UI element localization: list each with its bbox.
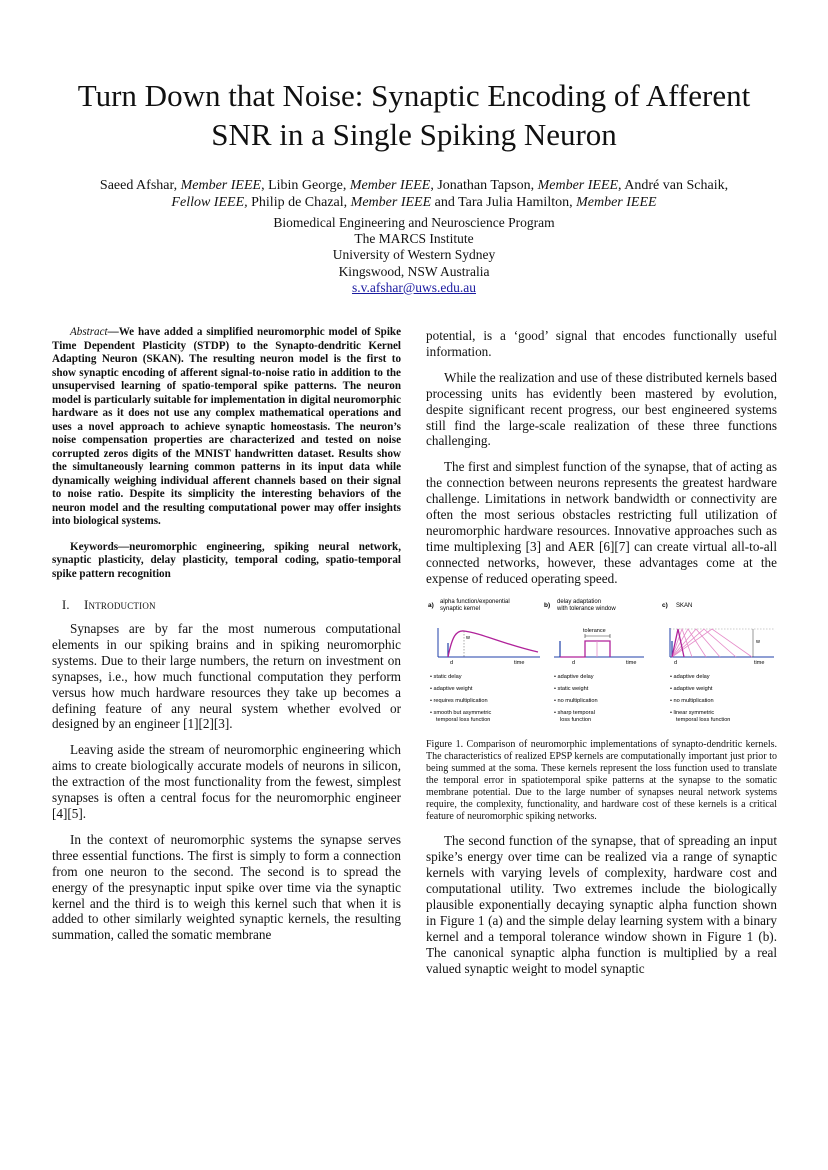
binary-kernel	[560, 641, 610, 657]
body-paragraph: In the context of neuromorphic systems the synapse serves three essential functions. The first is simply to form a connection from one neuron to the second. The second is to spread the energy of the presynaptic input spike over time via the synaptic kernel and the third is to weigh this kernel such that when it is added to other similarly weighted synaptic kernels, the resulting summation, called the somatic membrane	[52, 831, 401, 943]
affiliation-block	[150, 215, 678, 296]
author-list: Saeed Afshar, Member IEEE, Libin George, Member IEEE, Jonathan Tapson, Member IEEE, André van Schaik, Fellow IEEE, Philip de Chazal, Member IEEE and Tara Julia Hamilton, Member IEEE	[99, 178, 729, 210]
right-column	[426, 328, 777, 986]
panel-c	[662, 602, 774, 723]
figure-caption: Figure 1. Comparison of neuromorphic implementations of synapto-dendritic kernels. The characteristics of realized EPSP kernels are computationally important just prior to being summed at the soma. These kernels represent the loss function used to translate the temporal error in spatiotemporal spike patterns at the synapse to the somatic membrane potential. Due to the large number of synapses neural network systems require, the complexity, functionality, and hardware cost of these kernels is a critical feature of neuromorphic spiking networks.	[426, 738, 777, 823]
section-heading	[52, 597, 401, 613]
left-column	[52, 326, 401, 953]
body-paragraph: The first and simplest function of the synapse, that of acting as the connection between neurons represents the greatest hardware challenge. Limitations in network bandwidth or connectivity are often the most serious obstacles restricting full utilization of neuromorphic hardware resources. Innovative approaches such as time multiplexing [3] and AER [6][7] can create virtual all-to-all connected networks, however, these advantages come at the expense of reduced operating speed.	[426, 459, 777, 586]
panel-a	[428, 599, 540, 723]
panel-title: synaptic kernel	[440, 605, 481, 612]
affiliation-line: Biomedical Engineering and Neuroscience Program	[273, 215, 555, 230]
weight-label: w	[756, 638, 760, 645]
figure-1-graphic	[426, 597, 777, 729]
time-label: time	[626, 659, 637, 666]
panel-title: alpha function/exponential	[440, 598, 510, 605]
body-paragraph: Synapses are by far the most numerous computational elements in our spiking brains and in spiking neuromorphic systems. Due to their large numbers, the return on investment on synapses, i.e., how much functional computation they perform versus how much hardware resources they take up becomes a defining feature of any neural system whether evolved or designed by an engineer [1][2][3].	[52, 621, 401, 732]
bullet-item: • linear symmetric	[670, 709, 715, 716]
body-paragraph: The second function of the synapse, that of spreading an input spike’s energy over time can be realized via a range of synaptic kernels with varying levels of complexity, hardware cost and computational utility. Two extremes include the biologically plausible exponentially decaying synaptic alpha function shown in Figure 1 (a) and the simple delay learning system with a binary kernel and a temporal tolerance window shown in Figure 1 (b). The canonical synaptic alpha function is multiplied by a real valued synaptic weight to model synaptic	[426, 833, 777, 976]
abstract-text: —We have added a simplified neuromorphic model of Spike Time Dependent Plasticity (STDP) to the Synapto-dendritic Kernel Adapting Neuron (SKAN). The resulting neuron model is the first to show synaptic encoding of afferent signal-to-noise ratio in addition to the unsupervised learning of spatio-temporal spike patterns. The neuron model is particularly suitable for implementation in digital neuromorphic hardware as it does not use any complex mathematical operations and uses a novel approach to achieve synaptic homeostasis. The neuron’s noise compensation properties are characterized and tested on noise corrupted zeros digits of the MNIST handwritten dataset. Results show the simultaneously learning common patterns in its input data while dynamically weighing individual afferent channels based on their signal to noise ratio. Despite its simplicity the interesting behaviors of the neuron model and the resulting computational power may offer insights into biological systems.	[52, 326, 401, 527]
bullet-item: • adaptive weight	[670, 685, 713, 692]
abstract-label: Abstract	[70, 326, 108, 338]
paper-title: Turn Down that Noise: Synaptic Encoding of Afferent SNR in a Single Spiking Neuron	[77, 78, 751, 152]
time-label: time	[754, 659, 765, 666]
panel-title: SKAN	[676, 602, 693, 609]
panel-letter: b)	[544, 601, 551, 609]
bullet-item: • no multiplication	[670, 697, 714, 704]
email-link[interactable]: s.v.afshar@uws.edu.au	[351, 279, 477, 295]
bullet-item-continued: temporal loss function	[676, 716, 731, 723]
time-label: time	[514, 659, 525, 666]
bullet-item: • adaptive weight	[430, 685, 473, 692]
bullet-item: • sharp temporal	[554, 709, 595, 716]
author-name: Philip de Chazal,	[251, 195, 348, 210]
panel-title: with tolerance window	[557, 605, 616, 612]
delay-label: d	[572, 659, 576, 666]
delay-label: d	[674, 659, 678, 666]
tolerance-label: tolerance	[583, 627, 606, 634]
panel-title: delay adaptation	[557, 598, 602, 605]
keywords: Keywords—neuromorphic engineering, spiking neural network, synaptic plasticity, delay plasticity, temporal coding, spatio-temporal spike pattern recognition	[52, 540, 401, 580]
author-name: Tara Julia Hamilton,	[458, 195, 573, 210]
author-role: Fellow IEEE,	[171, 195, 248, 210]
author-name: André van Schaik,	[624, 178, 729, 193]
affiliation-line: University of Western Sydney	[332, 247, 496, 263]
section-title: Introduction	[84, 597, 156, 612]
bullet-item-continued: temporal loss function	[436, 716, 491, 723]
affiliation-line: The MARCS Institute	[354, 231, 474, 247]
bullet-item: • no multiplication	[554, 697, 598, 704]
author-role: Member IEEE	[537, 178, 619, 193]
delay-label: d	[450, 659, 454, 666]
author-role: Member IEEE	[349, 178, 431, 193]
weight-label: w	[466, 634, 470, 641]
author-role: Member IEEE	[180, 178, 262, 193]
bullet-item: • static weight	[554, 685, 589, 692]
abstract	[52, 326, 401, 529]
figure-1	[426, 597, 777, 729]
panel-letter: a)	[428, 601, 434, 609]
author-name: Jonathan Tapson,	[437, 178, 535, 193]
affiliation-line: Kingswood, NSW Australia	[338, 263, 490, 279]
bullet-item: • smooth but asymmetric	[430, 709, 492, 716]
bullet-item: • requires multiplication	[430, 697, 488, 704]
bullet-item: • adaptive delay	[670, 673, 710, 680]
author-name: Saeed Afshar,	[99, 178, 178, 193]
body-paragraph: Leaving aside the stream of neuromorphic engineering which aims to create biologically accurate models of neurons in silicon, the extraction of the most functionality from the fewest, simplest synapses is often a central focus for the neuromorphic engineer [4][5].	[52, 742, 401, 821]
bullet-item: • static delay	[430, 673, 462, 680]
panel-b	[544, 599, 644, 723]
body-paragraph: While the realization and use of these distributed kernels based processing units has evidently been mastered by evolution, despite significant recent progress, our best engineered systems still find the large-scale realization of these three functions challenging.	[426, 369, 777, 449]
bullet-item-continued: loss function	[560, 716, 592, 723]
alpha-kernel-curve	[448, 631, 538, 657]
bullet-item: • adaptive delay	[554, 673, 594, 680]
linear-kernels	[672, 629, 752, 657]
section-number: I.	[62, 598, 70, 612]
panel-letter: c)	[662, 601, 668, 609]
author-name: Libin George,	[268, 178, 347, 193]
body-paragraph: potential, is a ‘good’ signal that encodes functionally useful information.	[426, 328, 777, 359]
author-role: Member IEEE	[576, 195, 657, 210]
author-role: Member IEEE	[350, 195, 432, 210]
